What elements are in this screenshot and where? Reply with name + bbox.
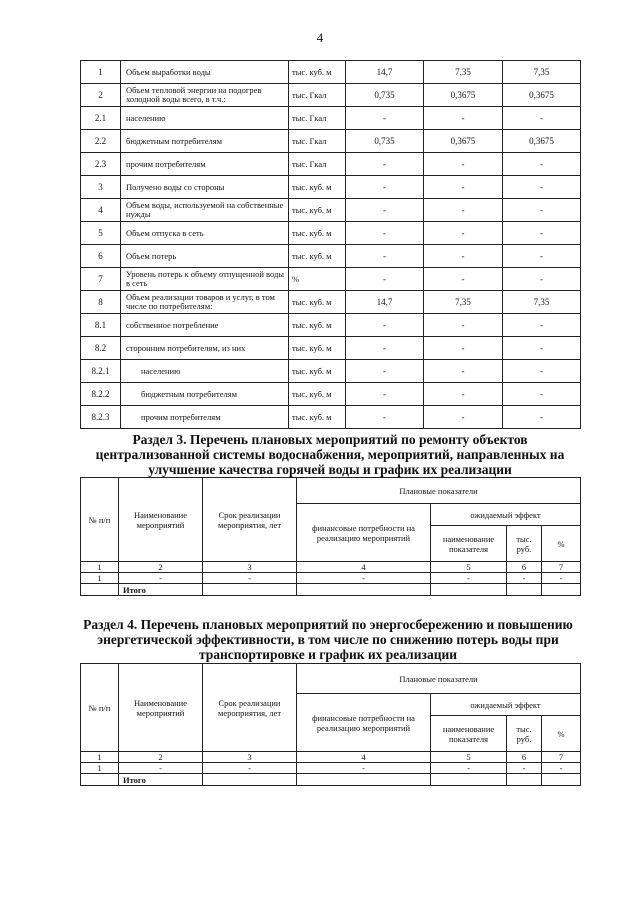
indicator-name: населению — [121, 360, 289, 383]
pct-header: % — [542, 526, 581, 562]
row-number: 6 — [81, 245, 121, 268]
empty-cell — [542, 774, 581, 786]
numbering-row — [81, 562, 581, 573]
row-cell: - — [431, 573, 507, 584]
indicator-name: Объем потерь — [121, 245, 289, 268]
value-cell: - — [424, 383, 503, 406]
row-number: 8.2 — [81, 337, 121, 360]
num-header: № п/п — [81, 664, 119, 752]
indicator-name: Объем реализации товаров и услуг, в том числе по потребителям: — [121, 291, 289, 314]
unit-cell: тыс. куб. м — [289, 337, 346, 360]
value-cell: - — [503, 176, 581, 199]
row-cell: - — [119, 763, 203, 774]
row-number: 8.2.3 — [81, 406, 121, 429]
table-row — [81, 153, 581, 176]
row-number: 8.1 — [81, 314, 121, 337]
name-header: Наименование мероприятий — [119, 478, 203, 562]
value-cell: 7,35 — [503, 61, 581, 84]
table-row — [81, 383, 581, 406]
total-label: Итого — [119, 774, 203, 786]
unit-cell: тыс. куб. м — [289, 199, 346, 222]
thous-header: тыс. руб. — [507, 716, 542, 752]
indicator-name: бюджетным потребителям — [121, 383, 289, 406]
empty-cell — [431, 584, 507, 596]
total-row — [81, 584, 581, 596]
row-cell: 1 — [81, 573, 119, 584]
empty-cell — [297, 584, 431, 596]
effect-header: ожидаемый эффект — [431, 694, 581, 716]
row-number: 8 — [81, 291, 121, 314]
fin-header: финансовые потребности на реализацию мероприятий — [297, 504, 431, 562]
table-row — [81, 360, 581, 383]
unit-cell: тыс. куб. м — [289, 360, 346, 383]
empty-cell — [542, 584, 581, 596]
unit-cell: тыс. куб. м — [289, 291, 346, 314]
row-number: 2 — [81, 84, 121, 107]
numbering-cell: 1 — [81, 562, 119, 573]
total-num-cell — [81, 584, 119, 596]
numbering-cell: 5 — [431, 562, 507, 573]
value-cell: - — [503, 360, 581, 383]
unit-cell: тыс. куб. м — [289, 314, 346, 337]
value-cell: - — [346, 268, 424, 291]
value-cell: - — [346, 314, 424, 337]
unit-cell: тыс. куб. м — [289, 245, 346, 268]
unit-cell: тыс. куб. м — [289, 61, 346, 84]
value-cell: - — [424, 268, 503, 291]
ind-name-header: наименование показателя — [431, 716, 507, 752]
unit-cell: тыс. куб. м — [289, 406, 346, 429]
name-header: Наименование мероприятий — [119, 664, 203, 752]
table-row — [81, 199, 581, 222]
unit-cell: тыс. Гкал — [289, 130, 346, 153]
row-number: 5 — [81, 222, 121, 245]
section4-title: Раздел 4. Перечень плановых мероприятий по энергосбережению и повышению энергетической эффективности, в том числе по снижению потерь воды при транспортировке и график их реализации — [83, 617, 573, 662]
numbering-cell: 2 — [119, 752, 203, 763]
indicator-name: собственное потребление — [121, 314, 289, 337]
table-row — [81, 763, 581, 774]
value-cell: - — [503, 337, 581, 360]
row-cell: - — [431, 763, 507, 774]
table-row — [81, 130, 581, 153]
empty-cell — [203, 774, 297, 786]
value-cell: - — [346, 153, 424, 176]
row-number: 2.1 — [81, 107, 121, 130]
unit-cell: тыс. куб. м — [289, 383, 346, 406]
row-cell: - — [203, 573, 297, 584]
indicator-name: Получено воды со стороны — [121, 176, 289, 199]
empty-cell — [203, 584, 297, 596]
value-cell: - — [503, 406, 581, 429]
total-label: Итого — [119, 584, 203, 596]
indicator-name: населению — [121, 107, 289, 130]
empty-cell — [507, 774, 542, 786]
value-cell: - — [346, 406, 424, 429]
value-cell: - — [503, 314, 581, 337]
unit-cell: % — [289, 268, 346, 291]
value-cell: 0,3675 — [424, 130, 503, 153]
thous-header: тыс. руб. — [507, 526, 542, 562]
row-cell: - — [507, 573, 542, 584]
row-number: 1 — [81, 61, 121, 84]
section3-title: Раздел 3. Перечень плановых мероприятий по ремонту объектов централизованной системы водоснабжения, мероприятий, направленных на улучшение качества горячей воды и график их реализации — [95, 432, 565, 477]
effect-header: ожидаемый эффект — [431, 504, 581, 526]
total-num-cell — [81, 774, 119, 786]
row-number: 2.3 — [81, 153, 121, 176]
value-cell: - — [503, 268, 581, 291]
value-cell: - — [503, 245, 581, 268]
row-number: 8.2.2 — [81, 383, 121, 406]
unit-cell: тыс. Гкал — [289, 84, 346, 107]
row-cell: - — [297, 573, 431, 584]
indicator-name: сторонним потребителям, из них — [121, 337, 289, 360]
indicator-name: Уровень потерь к объему отпущенной воды в сеть — [121, 268, 289, 291]
value-cell: - — [503, 107, 581, 130]
value-cell: - — [424, 222, 503, 245]
value-cell: - — [424, 406, 503, 429]
numbering-cell: 5 — [431, 752, 507, 763]
value-cell: - — [424, 314, 503, 337]
row-cell: - — [119, 573, 203, 584]
row-cell: - — [297, 763, 431, 774]
table-row — [81, 222, 581, 245]
value-cell: - — [346, 222, 424, 245]
table-row — [81, 406, 581, 429]
value-cell: - — [424, 153, 503, 176]
numbering-cell: 6 — [507, 562, 542, 573]
value-cell: - — [346, 383, 424, 406]
unit-cell: тыс. Гкал — [289, 107, 346, 130]
indicator-name: бюджетным потребителям — [121, 130, 289, 153]
numbering-row — [81, 752, 581, 763]
value-cell: - — [424, 107, 503, 130]
numbering-cell: 1 — [81, 752, 119, 763]
value-cell: - — [424, 337, 503, 360]
table-row — [81, 337, 581, 360]
value-cell: 7,35 — [424, 291, 503, 314]
fin-header: финансовые потребности на реализацию мероприятий — [297, 694, 431, 752]
num-header: № п/п — [81, 478, 119, 562]
value-cell: 0,735 — [346, 130, 424, 153]
numbering-cell: 7 — [542, 562, 581, 573]
numbering-cell: 4 — [297, 752, 431, 763]
value-cell: 7,35 — [503, 291, 581, 314]
indicator-name: Объем воды, используемой на собственные нужды — [121, 199, 289, 222]
value-cell: - — [424, 360, 503, 383]
value-cell: 0,735 — [346, 84, 424, 107]
empty-cell — [431, 774, 507, 786]
table-row — [81, 314, 581, 337]
value-cell: - — [503, 383, 581, 406]
unit-cell: тыс. куб. м — [289, 176, 346, 199]
empty-cell — [507, 584, 542, 596]
table-row — [81, 176, 581, 199]
value-cell: 0,3675 — [424, 84, 503, 107]
indicator-name: прочим потребителям — [121, 153, 289, 176]
numbering-cell: 3 — [203, 752, 297, 763]
value-cell: - — [346, 337, 424, 360]
empty-cell — [297, 774, 431, 786]
indicator-name: Объем отпуска в сеть — [121, 222, 289, 245]
value-cell: 14,7 — [346, 291, 424, 314]
value-cell: - — [346, 360, 424, 383]
value-cell: 14,7 — [346, 61, 424, 84]
value-cell: - — [424, 199, 503, 222]
numbering-cell: 6 — [507, 752, 542, 763]
unit-cell: тыс. куб. м — [289, 222, 346, 245]
numbering-cell: 2 — [119, 562, 203, 573]
value-cell: 0,3675 — [503, 130, 581, 153]
value-cell: - — [346, 107, 424, 130]
value-cell: - — [503, 222, 581, 245]
row-number: 8.2.1 — [81, 360, 121, 383]
indicator-name: прочим потребителям — [121, 406, 289, 429]
total-row — [81, 774, 581, 786]
row-cell: 1 — [81, 763, 119, 774]
value-cell: - — [503, 153, 581, 176]
value-cell: - — [346, 176, 424, 199]
plan-header: Плановые показатели — [297, 478, 581, 504]
value-cell: 7,35 — [424, 61, 503, 84]
table-row — [81, 268, 581, 291]
section3-table — [80, 477, 581, 596]
pct-header: % — [542, 716, 581, 752]
table-row — [81, 573, 581, 584]
numbering-cell: 7 — [542, 752, 581, 763]
row-number: 7 — [81, 268, 121, 291]
table-row — [81, 107, 581, 130]
term-header: Срок реализации мероприятия, лет — [203, 664, 297, 752]
indicator-name: Объем тепловой энергии на подогрев холодной воды всего, в т.ч.: — [121, 84, 289, 107]
value-cell: 0,3675 — [503, 84, 581, 107]
table-row — [81, 245, 581, 268]
value-cell: - — [503, 199, 581, 222]
value-cell: - — [424, 245, 503, 268]
row-cell: - — [542, 763, 581, 774]
page-number: 4 — [316, 30, 324, 45]
value-cell: - — [346, 199, 424, 222]
section4-table — [80, 663, 581, 786]
term-header: Срок реализации мероприятия, лет — [203, 478, 297, 562]
row-number: 3 — [81, 176, 121, 199]
table-row — [81, 84, 581, 107]
row-cell: - — [203, 763, 297, 774]
numbering-cell: 3 — [203, 562, 297, 573]
row-number: 2.2 — [81, 130, 121, 153]
value-cell: - — [424, 176, 503, 199]
value-cell: - — [346, 245, 424, 268]
indicator-name: Объем выработки воды — [121, 61, 289, 84]
unit-cell: тыс. Гкал — [289, 153, 346, 176]
numbering-cell: 4 — [297, 562, 431, 573]
water-balance-table — [80, 60, 581, 429]
plan-header: Плановые показатели — [297, 664, 581, 694]
row-cell: - — [542, 573, 581, 584]
row-cell: - — [507, 763, 542, 774]
row-number: 4 — [81, 199, 121, 222]
ind-name-header: наименование показателя — [431, 526, 507, 562]
table-row — [81, 291, 581, 314]
table-row — [81, 61, 581, 84]
